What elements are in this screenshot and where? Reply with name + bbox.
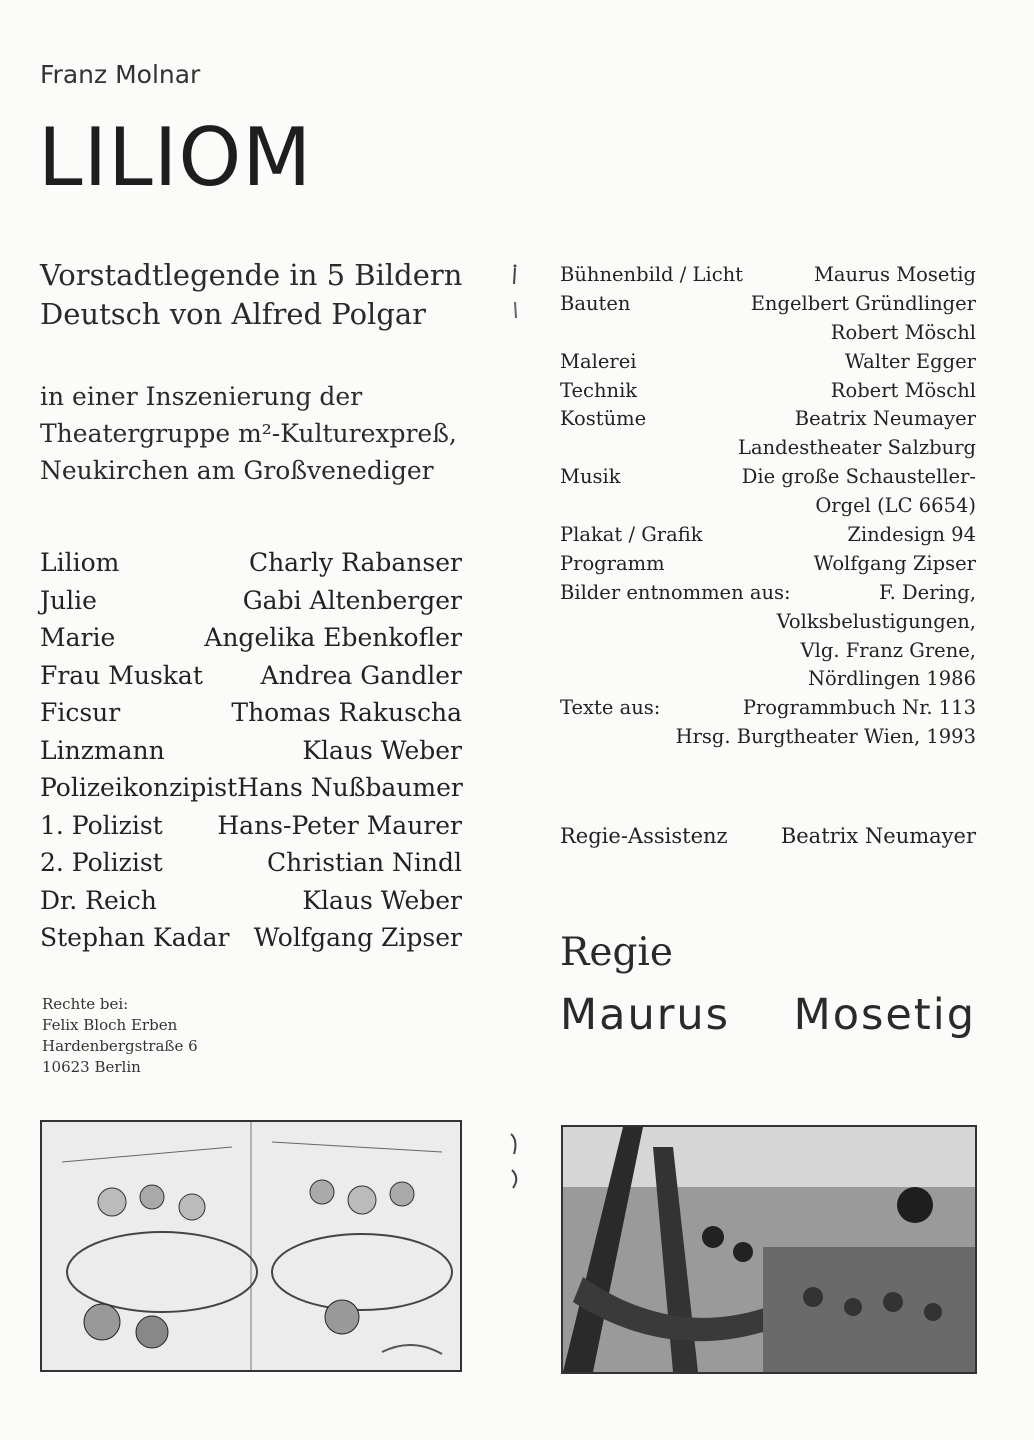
crew-list (560, 261, 976, 752)
cast-role: Marie (40, 623, 116, 652)
crew-value: Vlg. Franz Grene, (800, 638, 976, 662)
crew-row (560, 492, 976, 521)
crew-row (560, 463, 976, 492)
crew-value: Nördlingen 1986 (807, 667, 976, 691)
binding-marks-bottom (506, 1130, 522, 1200)
direction-label: Regie (560, 930, 673, 975)
subtitle-line: Deutsch von Alfred Polgar (40, 297, 427, 331)
cast-row (40, 582, 462, 620)
rights-line: 10623 Berlin (42, 1058, 141, 1076)
crew-value: Zindesign 94 (847, 523, 976, 547)
crew-role: Technik (560, 378, 638, 402)
crew-row (560, 405, 976, 434)
subtitle-block (40, 256, 462, 334)
crew-role: Malerei (560, 349, 637, 373)
crew-value: Beatrix Neumayer (794, 407, 976, 431)
rights-line: Felix Bloch Erben (42, 1016, 178, 1034)
crew-value: Robert Möschl (830, 378, 976, 402)
crew-row (560, 319, 976, 348)
director-name (560, 990, 976, 1040)
crew-value: Engelbert Gründlinger (750, 291, 976, 315)
cast-actor: Hans Nußbaumer (237, 773, 463, 802)
cast-role: Ficsur (40, 698, 121, 727)
crew-value: Wolfgang Zipser (813, 551, 976, 575)
director-first-name: Maurus (560, 990, 731, 1040)
cast-row (40, 732, 462, 770)
cast-role: Frau Muskat (40, 660, 203, 690)
rights-line: Rechte bei: (42, 995, 129, 1013)
rights-line: Hardenbergstraße 6 (42, 1037, 198, 1055)
cast-actor: Klaus Weber (302, 735, 462, 765)
crew-value: Walter Egger (844, 349, 976, 373)
author-name: Franz Molnar (40, 60, 201, 89)
cast-actor: Hans-Peter Maurer (217, 810, 462, 840)
crew-row (560, 290, 976, 319)
cast-list (40, 544, 462, 957)
crew-row (560, 521, 976, 550)
production-line: Theatergruppe m²-Kulturexpreß, (40, 419, 457, 448)
crew-role: Plakat / Grafik (560, 523, 703, 547)
crew-role: Bauten (560, 291, 631, 315)
cast-row (40, 694, 462, 732)
crew-value: Hrsg. Burgtheater Wien, 1993 (675, 725, 976, 749)
crew-row (560, 723, 976, 752)
cast-role: 2. Polizist (40, 848, 163, 877)
cast-actor: Charly Rabanser (248, 548, 462, 577)
cast-role: Polizeikonzipist (40, 773, 238, 802)
cast-role: Liliom (40, 548, 120, 577)
director-last-name: Mosetig (793, 990, 976, 1040)
cast-actor: Wolfgang Zipser (253, 923, 462, 952)
assistant-name: Beatrix Neumayer (780, 824, 976, 848)
crew-value: Volksbelustigungen, (776, 609, 976, 633)
crew-value: Die große Schausteller- (741, 465, 976, 489)
cast-row (40, 919, 462, 957)
cast-row (40, 807, 462, 845)
cast-row (40, 544, 462, 582)
cast-actor: Angelika Ebenkofler (204, 623, 462, 652)
crew-value: Orgel (LC 6654) (815, 494, 976, 518)
crew-value: Robert Möschl (830, 320, 976, 344)
production-block (40, 378, 457, 489)
cast-actor: Christian Nindl (267, 848, 462, 877)
crew-role: Programm (560, 551, 665, 575)
crew-value: F. Dering, (879, 580, 976, 604)
crew-role: Kostüme (560, 407, 647, 431)
subtitle-line: Vorstadtlegende in 5 Bildern (40, 258, 463, 292)
assistant-role: Regie-Assistenz (560, 824, 728, 848)
crew-row (560, 665, 976, 694)
cast-row (40, 882, 462, 920)
crew-row (560, 637, 976, 666)
cast-row (40, 844, 462, 882)
cast-actor: Andrea Gandler (260, 660, 462, 690)
crew-role: Bilder entnommen aus: (560, 580, 791, 604)
cast-actor: Thomas Rakuscha (231, 698, 462, 727)
cast-actor: Klaus Weber (302, 885, 462, 915)
crew-value: Programmbuch Nr. 113 (742, 696, 976, 720)
crew-row (560, 348, 976, 377)
cast-role: 1. Polizist (40, 810, 163, 840)
crew-row (560, 608, 976, 637)
production-line: in einer Inszenierung der (40, 382, 363, 411)
crew-value: Landestheater Salzburg (738, 436, 976, 460)
crew-value: Maurus Mosetig (813, 263, 976, 286)
production-line: Neukirchen am Großvenediger (40, 456, 434, 485)
cast-row (40, 769, 462, 807)
cast-role: Stephan Kadar (40, 923, 230, 952)
crew-row (560, 579, 976, 608)
crew-row (560, 694, 976, 723)
cast-role: Dr. Reich (40, 885, 157, 915)
crew-role: Bühnenbild / Licht (560, 263, 744, 286)
crew-row (560, 261, 976, 290)
cast-role: Julie (40, 585, 97, 615)
crew-row (560, 434, 976, 463)
binding-marks-top (506, 262, 522, 332)
play-title: LILIOM (38, 111, 313, 204)
cast-role: Linzmann (40, 735, 165, 765)
crew-row (560, 550, 976, 579)
cast-row (40, 657, 462, 695)
crew-role: Musik (560, 465, 621, 489)
cast-actor: Gabi Altenberger (242, 585, 462, 615)
crew-role: Texte aus: (560, 696, 661, 720)
postcard-illustration-left (40, 1120, 462, 1372)
rights-notice (42, 994, 198, 1078)
crew-row (560, 377, 976, 406)
cast-row (40, 619, 462, 657)
postcard-illustration-right (561, 1125, 977, 1374)
